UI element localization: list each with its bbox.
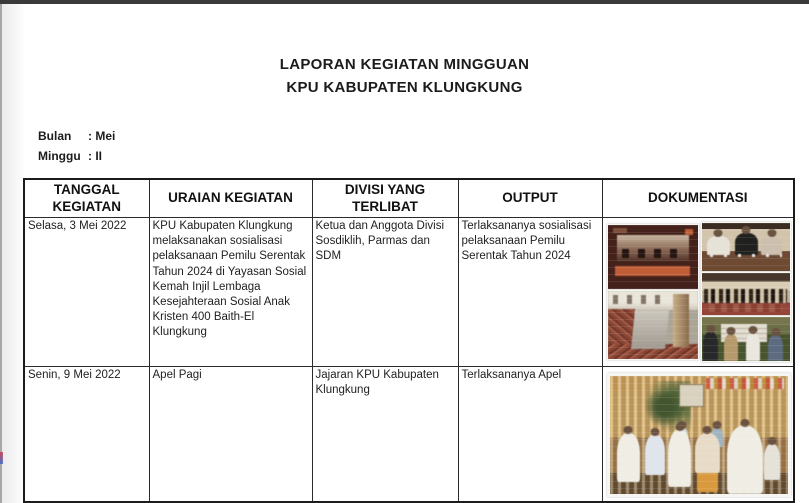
cell-divisi: Jajaran KPU Kabupaten Klungkung <box>312 367 458 503</box>
cell-dokumentasi <box>602 367 794 503</box>
banner-group-photo <box>701 316 791 362</box>
table-header-row <box>24 179 794 218</box>
cell-uraian: Apel Pagi <box>149 367 312 503</box>
title-line-1: LAPORAN KEGIATAN MINGGUAN <box>279 56 530 73</box>
courtyard-photo <box>607 290 699 360</box>
bulan-row <box>38 126 115 146</box>
indoor-meeting-slide-photo <box>607 224 699 290</box>
header-dokumentasi: DOKUMENTASI <box>602 179 794 218</box>
table-discussion-photo <box>701 222 791 272</box>
header-uraian-kegiatan: URAIAN KEGIATAN <box>149 179 312 218</box>
cell-dokumentasi <box>602 218 794 367</box>
document-title <box>0 53 809 99</box>
header-output: OUTPUT <box>458 179 602 218</box>
bulan-label: Bulan <box>38 129 72 143</box>
cell-tanggal: Selasa, 3 Mei 2022 <box>24 218 149 367</box>
bulan-value: : Mei <box>88 129 116 143</box>
table-row <box>24 218 794 367</box>
morning-apel-photo <box>607 373 791 497</box>
report-period <box>38 126 115 166</box>
cell-uraian: KPU Kabupaten Klungkung melaksanakan sosialisasi pelaksanaan Pemilu Serentak Tahun 2024 di Yayasan Sosial Kemah Injil Lembaga Kesejahteraan Sosial Anak Kristen 400 Baith-El Klungkung <box>149 218 312 367</box>
cell-divisi: Ketua dan Anggota Divisi Sosdiklih, Parmas dan SDM <box>312 218 458 367</box>
table-row <box>24 367 794 503</box>
cell-output: Terlaksananya Apel <box>458 367 602 503</box>
minggu-row <box>38 146 115 166</box>
activity-report-table <box>23 178 795 503</box>
minggu-label: Minggu <box>38 149 81 163</box>
cell-output: Terlaksananya sosialisasi pelaksanaan Pemilu Serentak Tahun 2024 <box>458 218 602 367</box>
pavilion-group-photo <box>701 272 791 316</box>
scan-color-artifact <box>0 452 3 464</box>
header-tanggal-kegiatan: TANGGAL KEGIATAN <box>24 179 149 218</box>
minggu-value: : II <box>88 149 102 163</box>
header-divisi-terlibat: DIVISI YANG TERLIBAT <box>312 179 458 218</box>
scan-edge-top <box>0 0 809 4</box>
title-line-2: KPU KABUPATEN KLUNGKUNG <box>286 79 523 96</box>
cell-tanggal: Senin, 9 Mei 2022 <box>24 367 149 503</box>
